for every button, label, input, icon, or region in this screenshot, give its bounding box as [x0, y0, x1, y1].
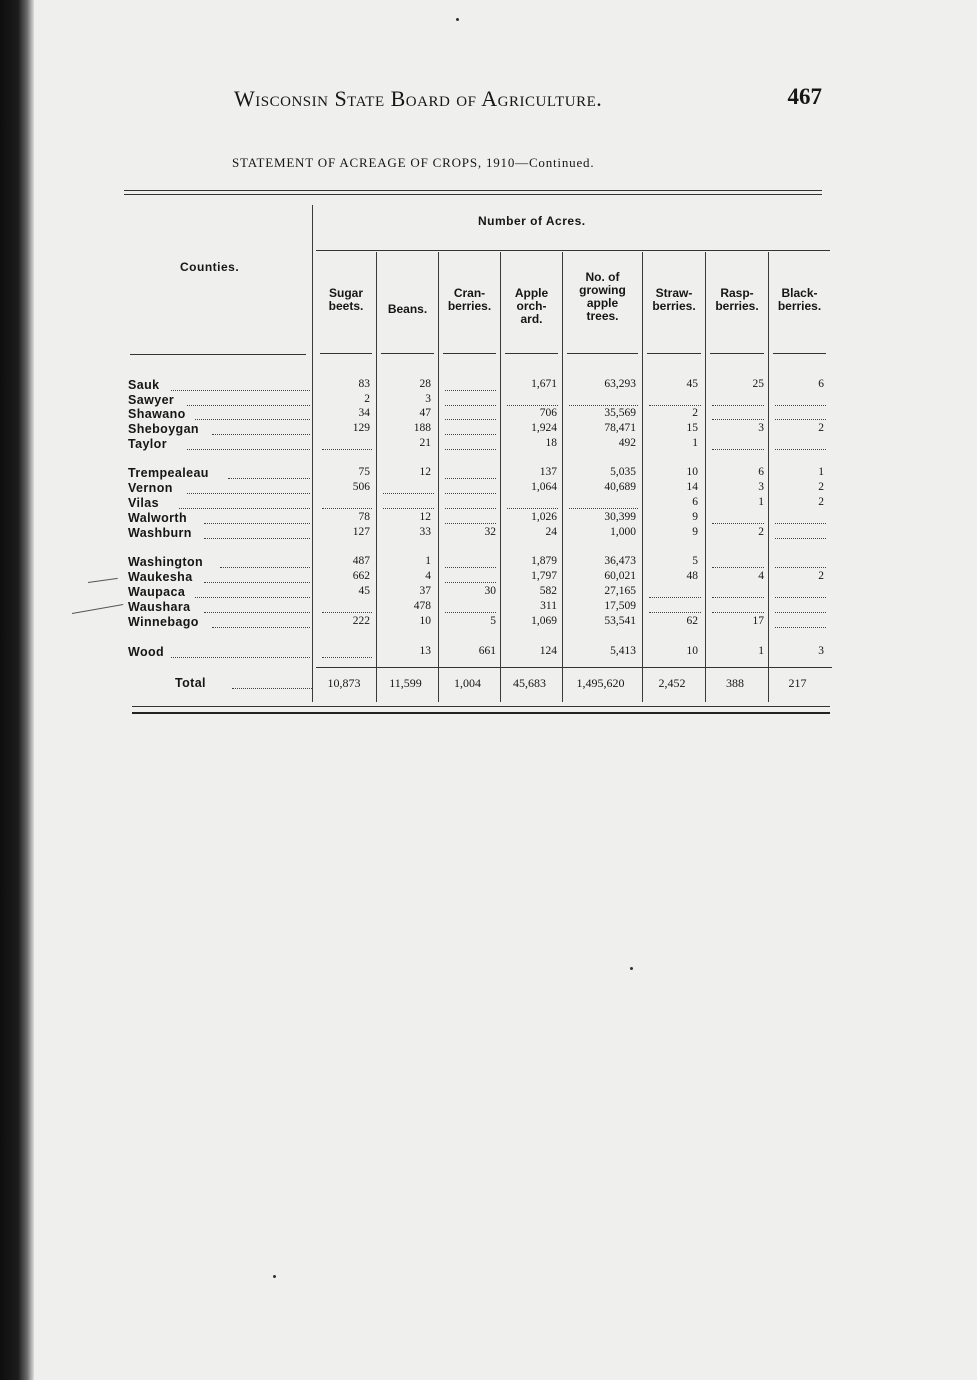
table-cell: 21: [419, 437, 431, 449]
empty-cell: [507, 405, 558, 406]
table-cell: 63,293: [604, 378, 636, 390]
table-cell: 1,026: [531, 511, 557, 523]
column-rule: [642, 252, 643, 702]
leader-dots: [204, 523, 310, 524]
column-header: Black- berries.: [777, 286, 822, 313]
table-cell: 17,509: [604, 600, 636, 612]
table-cell: 124: [539, 645, 557, 657]
table-cell: 10: [419, 615, 431, 627]
spanner-header: Number of Acres.: [478, 214, 586, 228]
table-cell: 45: [686, 378, 698, 390]
table-cell: 1,671: [531, 378, 557, 390]
table-cell: 487: [352, 555, 370, 567]
leader-dots: [195, 597, 310, 598]
total-cell: 11,599: [389, 676, 422, 690]
table-cell: 30,399: [604, 511, 636, 523]
empty-cell: [712, 597, 764, 598]
table-cell: 10: [686, 466, 698, 478]
empty-cell: [507, 508, 558, 509]
empty-cell: [445, 405, 496, 406]
leader-dots: [187, 405, 310, 406]
empty-cell: [649, 405, 701, 406]
column-header: Straw- berries.: [652, 286, 696, 313]
table-cell: 3: [818, 645, 824, 657]
bottom-rule: [132, 706, 830, 707]
table-cell: 9: [692, 511, 698, 523]
empty-cell: [383, 508, 434, 509]
empty-cell: [445, 582, 496, 583]
leader-dots: [212, 627, 310, 628]
table-cell: 1,069: [531, 615, 557, 627]
empty-cell: [775, 449, 826, 450]
table-cell: 2: [818, 481, 824, 493]
table-cell: 12: [419, 466, 431, 478]
leader-dots: [187, 493, 310, 494]
table-cell: 127: [352, 526, 370, 538]
empty-cell: [445, 478, 496, 479]
empty-cell: [712, 405, 764, 406]
county-name: Waushara: [128, 600, 191, 614]
column-header: Sugar beets.: [328, 286, 364, 313]
empty-cell: [445, 419, 496, 420]
empty-cell: [322, 612, 372, 613]
empty-cell: [649, 597, 701, 598]
book-binding-edge: [0, 0, 34, 1380]
top-rule: [124, 190, 822, 191]
table-cell: 506: [352, 481, 370, 493]
column-header-rule: [647, 353, 701, 354]
county-name: Shawano: [128, 407, 186, 421]
column-rule: [312, 205, 313, 702]
leader-dots: [228, 478, 310, 479]
column-header: Rasp- berries.: [715, 286, 759, 313]
table-cell: 15: [686, 422, 698, 434]
table-cell: 36,473: [604, 555, 636, 567]
table-cell: 17: [752, 615, 764, 627]
pencil-mark: [88, 578, 118, 583]
table-cell: 137: [539, 466, 557, 478]
total-cell: 1,004: [454, 676, 481, 690]
empty-cell: [445, 567, 496, 568]
column-rule: [438, 252, 439, 702]
total-cell: 217: [788, 676, 807, 690]
table-cell: 25: [752, 378, 764, 390]
leader-dots: [212, 434, 310, 435]
table-cell: 9: [692, 526, 698, 538]
spanner-rule: [316, 250, 830, 251]
table-cell: 18: [545, 437, 557, 449]
table-cell: 13: [419, 645, 431, 657]
table-caption: STATEMENT OF ACREAGE OF CROPS, 1910—Continued.: [232, 155, 595, 170]
table-cell: 3: [758, 481, 764, 493]
column-rule: [705, 252, 706, 702]
column-header: No. of growing apple trees.: [579, 270, 626, 323]
column-header-rule: [567, 353, 638, 354]
table-cell: 34: [358, 407, 370, 419]
table-cell: 62: [686, 615, 698, 627]
column-header-rule: [443, 353, 496, 354]
table-cell: 222: [352, 615, 370, 627]
total-cell: 388: [726, 676, 744, 690]
empty-cell: [445, 449, 496, 450]
leader-dots: [204, 582, 310, 583]
column-rule: [376, 252, 377, 702]
empty-cell: [775, 538, 826, 539]
leader-dots: [171, 657, 310, 658]
table-cell: 5,035: [610, 466, 636, 478]
table-cell: 188: [413, 422, 431, 434]
table-cell: 582: [539, 585, 557, 597]
county-name: Vilas: [128, 496, 159, 510]
total-label: Total: [175, 676, 206, 690]
column-header-rule: [320, 353, 372, 354]
county-name: Sauk: [128, 378, 160, 392]
empty-cell: [445, 493, 496, 494]
print-speck: [273, 1275, 276, 1278]
table-cell: 28: [419, 378, 431, 390]
empty-cell: [712, 612, 764, 613]
table-cell: 1: [818, 466, 824, 478]
table-cell: 2: [818, 496, 824, 508]
table-cell: 3: [758, 422, 764, 434]
county-name: Taylor: [128, 437, 167, 451]
table-cell: 78: [358, 511, 370, 523]
table-cell: 311: [540, 600, 557, 612]
header-bottom-rule: [130, 354, 306, 355]
table-cell: 2: [758, 526, 764, 538]
table-cell: 32: [484, 526, 496, 538]
table-cell: 1,000: [610, 526, 636, 538]
total-cell: 2,452: [658, 676, 686, 690]
table-cell: 60,021: [604, 570, 636, 582]
table-cell: 706: [539, 407, 557, 419]
empty-cell: [775, 567, 826, 568]
empty-cell: [322, 449, 372, 450]
table-cell: 478: [413, 600, 431, 612]
table-cell: 5: [692, 555, 698, 567]
county-name: Washburn: [128, 526, 192, 540]
table-cell: 12: [419, 511, 431, 523]
empty-cell: [775, 405, 826, 406]
county-name: Walworth: [128, 511, 187, 525]
leader-dots: [204, 538, 310, 539]
table-cell: 47: [419, 407, 431, 419]
running-title: Wisconsin State Board of Agriculture.: [234, 86, 603, 111]
table-cell: 30: [484, 585, 496, 597]
leader-dots: [195, 419, 310, 420]
table-cell: 1: [758, 645, 764, 657]
total-cell: 10,873: [327, 676, 361, 690]
column-header-rule: [381, 353, 434, 354]
table-cell: 1,924: [531, 422, 557, 434]
table-cell: 4: [758, 570, 764, 582]
empty-cell: [445, 434, 496, 435]
empty-cell: [712, 523, 764, 524]
print-speck: [456, 18, 459, 21]
page-header: [234, 86, 830, 116]
table-cell: 2: [818, 570, 824, 582]
county-name: Vernon: [128, 481, 173, 495]
table-cell: 1: [758, 496, 764, 508]
table-cell: 3: [425, 393, 431, 405]
table-cell: 662: [352, 570, 370, 582]
empty-cell: [445, 390, 496, 391]
table-cell: 6: [818, 378, 824, 390]
county-name: Sheboygan: [128, 422, 199, 436]
table-cell: 37: [419, 585, 431, 597]
leader-dots: [220, 567, 310, 568]
table-cell: 75: [358, 466, 370, 478]
leader-dots: [179, 508, 310, 509]
table-cell: 492: [618, 437, 636, 449]
column-header-rule: [773, 353, 826, 354]
table-cell: 661: [478, 645, 496, 657]
empty-cell: [445, 508, 496, 509]
empty-cell: [445, 612, 496, 613]
table-cell: 6: [758, 466, 764, 478]
table-cell: 33: [419, 526, 431, 538]
county-name: Washington: [128, 555, 204, 569]
column-rule: [768, 252, 769, 702]
total-rule: [316, 667, 832, 668]
table-cell: 53,541: [604, 615, 636, 627]
empty-cell: [775, 419, 826, 420]
table-cell: 2: [818, 422, 824, 434]
page-number: 467: [787, 84, 822, 109]
empty-cell: [775, 612, 826, 613]
table-cell: 48: [686, 570, 698, 582]
table-cell: 35,569: [604, 407, 636, 419]
table-cell: 129: [352, 422, 370, 434]
empty-cell: [445, 523, 496, 524]
total-cell: 45,683: [513, 676, 546, 690]
table-cell: 1: [425, 555, 431, 567]
empty-cell: [649, 612, 701, 613]
empty-cell: [322, 508, 372, 509]
county-name: Sawyer: [128, 393, 175, 407]
county-name: Wood: [128, 645, 165, 659]
top-rule: [124, 194, 822, 195]
empty-cell: [775, 523, 826, 524]
table-cell: 1,064: [531, 481, 557, 493]
table-cell: 27,165: [604, 585, 636, 597]
leader-dots: [171, 390, 310, 391]
empty-cell: [712, 419, 764, 420]
table-cell: 1,797: [531, 570, 557, 582]
table-cell: 83: [358, 378, 370, 390]
empty-cell: [712, 449, 764, 450]
table-cell: 2: [364, 393, 370, 405]
table-cell: 6: [692, 496, 698, 508]
empty-cell: [569, 508, 638, 509]
table-cell: 78,471: [604, 422, 636, 434]
table-cell: 45: [358, 585, 370, 597]
stub-header: Counties.: [180, 260, 240, 274]
table-cell: 40,689: [604, 481, 636, 493]
table-cell: 5,413: [610, 645, 636, 657]
table-cell: 5: [490, 615, 496, 627]
county-name: Trempealeau: [128, 466, 209, 480]
leader-dots: [187, 449, 310, 450]
column-header: Apple orch- ard.: [514, 286, 549, 326]
table-cell: 10: [686, 645, 698, 657]
table-cell: 1: [692, 437, 698, 449]
empty-cell: [775, 597, 826, 598]
empty-cell: [712, 567, 764, 568]
table-cell: 4: [425, 570, 431, 582]
column-header-rule: [710, 353, 764, 354]
table-cell: 2: [692, 407, 698, 419]
empty-cell: [569, 405, 638, 406]
pencil-mark: [72, 604, 123, 614]
leader-dots: [232, 688, 312, 689]
table-cell: 14: [686, 481, 698, 493]
bottom-rule: [132, 712, 830, 714]
empty-cell: [383, 493, 434, 494]
print-speck: [630, 967, 633, 970]
county-name: Winnebago: [128, 615, 199, 629]
empty-cell: [322, 657, 372, 658]
empty-cell: [775, 627, 826, 628]
total-cell: 1,495,620: [576, 676, 625, 690]
leader-dots: [204, 612, 310, 613]
column-header-rule: [505, 353, 558, 354]
county-name: Waupaca: [128, 585, 186, 599]
table-cell: 1,879: [531, 555, 557, 567]
table-cell: 24: [545, 526, 557, 538]
column-header: Cran- berries.: [447, 286, 492, 313]
county-name: Waukesha: [128, 570, 193, 584]
column-header: Beans.: [387, 302, 428, 316]
